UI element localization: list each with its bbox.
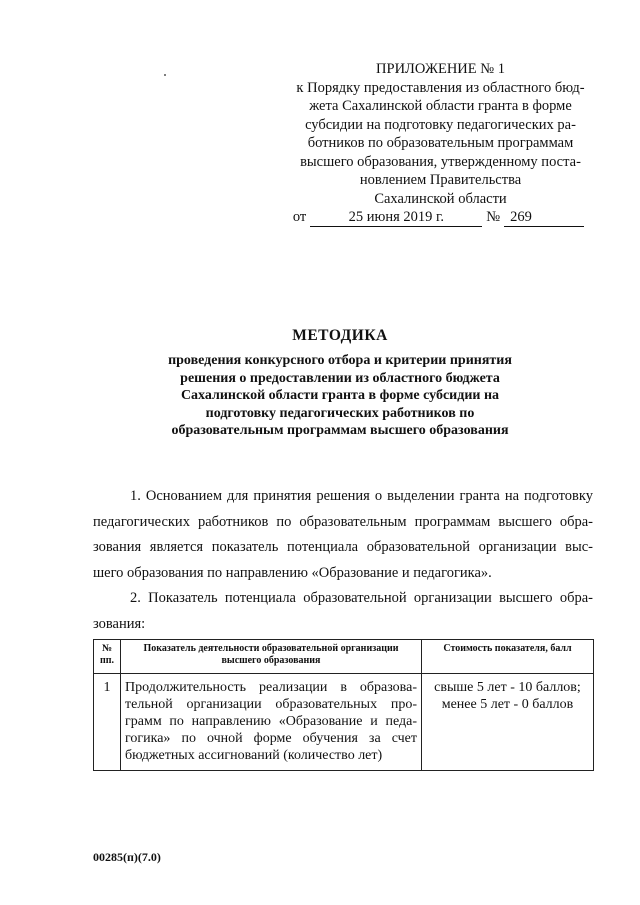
subtitle-line: подготовку педагогических работников по (205, 405, 475, 421)
row-indicator: Продолжительность реализации в образова- тельной организации образовательных про- грамм по направлению «Образование и педа- гогика» по очной форме обучения за счет бюджетных ассигнований (количество лет) (121, 674, 422, 771)
date-prefix: от (292, 209, 307, 225)
indicators-table (93, 639, 594, 771)
paragraph-line: 2. Показатель потенциала образовательной организации высшего обра- (130, 590, 593, 606)
paragraph-line: зования: (93, 615, 146, 632)
paragraph-line: педагогических работников по образовательным программам высшего обра- (93, 513, 593, 530)
header-cost: Стоимость показателя, балл (422, 640, 594, 674)
document-title: МЕТОДИКА (292, 327, 388, 344)
appendix-line: Сахалинской области (374, 190, 507, 207)
scan-speck (164, 74, 166, 76)
paragraph-1 (93, 484, 593, 586)
resolution-date: 25 июня 2019 г. (310, 209, 482, 227)
paragraph-line: шего образования по направлению «Образование и педагогика». (93, 564, 492, 581)
table-row (94, 674, 594, 771)
appendix-line: высшего образования, утвержденному поста- (300, 153, 581, 170)
paragraph-line: 1. Основанием для принятия решения о выделении гранта на подготовку (130, 488, 593, 504)
subtitle-line: образовательным программам высшего образования (171, 423, 509, 438)
paragraph-2 (93, 586, 593, 637)
row-cost: свыше 5 лет - 10 баллов; менее 5 лет - 0 баллов (422, 674, 594, 771)
appendix-line: новлением Правительства (359, 172, 522, 188)
appendix-line: жета Сахалинской области гранта в форме (309, 98, 572, 114)
document-subtitle (140, 352, 540, 440)
number-prefix: № (486, 209, 501, 225)
table-header-row (94, 640, 594, 674)
appendix-line: ботников по образовательным программам (307, 135, 574, 151)
subtitle-line: проведения конкурсного отбора и критерии принятия (168, 353, 512, 368)
appendix-title: ПРИЛОЖЕНИЕ № 1 (376, 61, 505, 77)
paragraph-line: зования является показатель потенциала образовательной организации выс- (93, 539, 593, 555)
header-num: № пп. (94, 640, 121, 674)
subtitle-line: Сахалинской области гранта в форме субсидии на (180, 388, 500, 403)
appendix-line: к Порядку предоставления из областного бюд- (296, 79, 585, 96)
date-number-row (283, 208, 598, 227)
resolution-number: 269 (504, 209, 584, 227)
row-number: 1 (94, 674, 121, 771)
appendix-line: субсидии на подготовку педагогических ра- (305, 116, 576, 133)
header-indicator: Показатель деятельности образовательной организации высшего образования (121, 640, 422, 674)
appendix-block (283, 60, 598, 227)
subtitle-line: решения о предоставлении из областного бюджета (180, 370, 500, 386)
document-code: 00285(п)(7.0) (93, 850, 161, 864)
